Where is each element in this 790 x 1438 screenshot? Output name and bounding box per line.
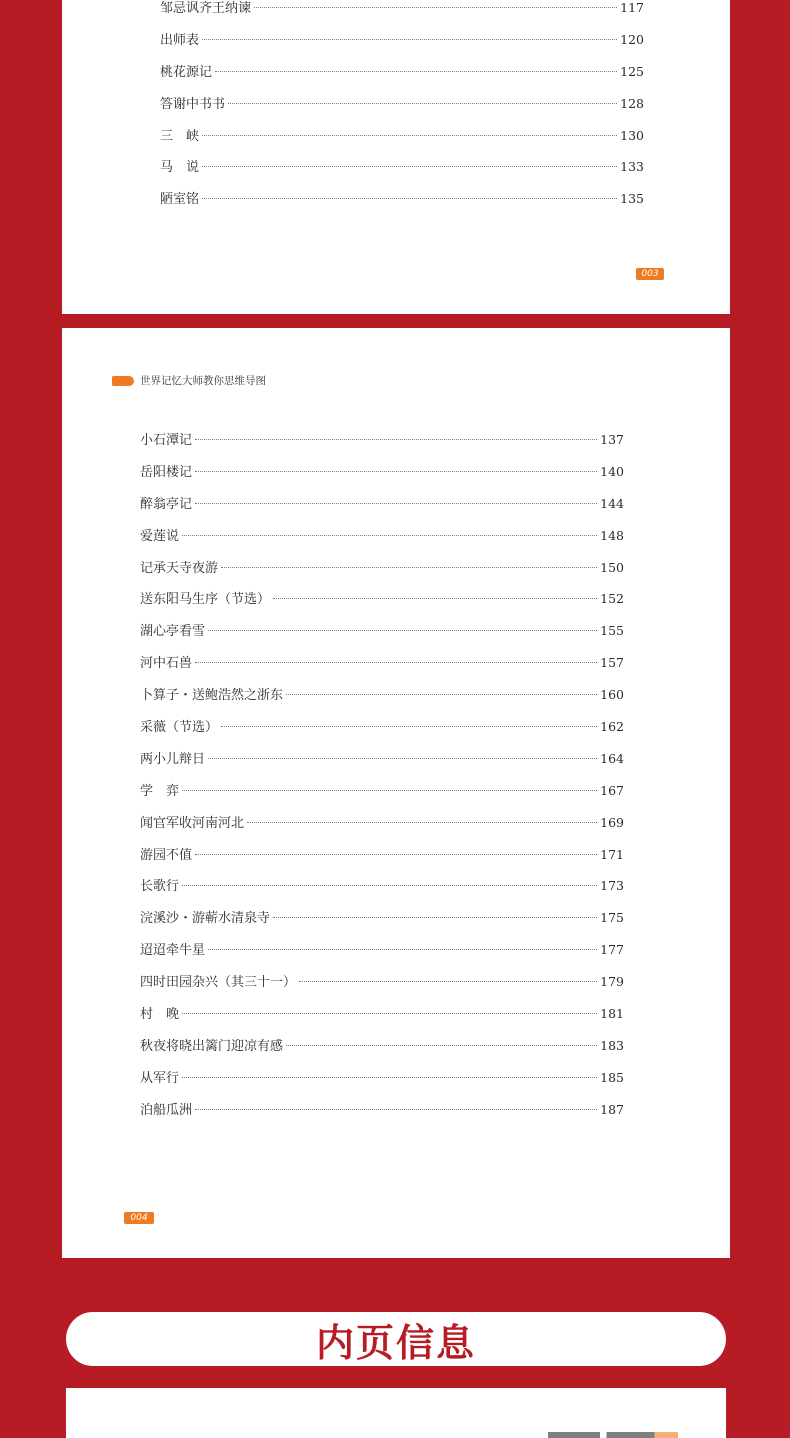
toc-entry[interactable] bbox=[140, 807, 624, 839]
toc-entry[interactable] bbox=[140, 456, 624, 488]
dot-leader bbox=[215, 70, 617, 72]
toc-entry-page: 137 bbox=[600, 432, 624, 447]
toc-entry-title: 从军行 bbox=[140, 1070, 180, 1086]
dot-leader bbox=[182, 789, 597, 791]
page-number-badge: 004 bbox=[124, 1212, 154, 1224]
dot-leader bbox=[202, 197, 617, 199]
toc-entry-page: 133 bbox=[620, 159, 644, 175]
section-banner bbox=[66, 1312, 726, 1366]
dot-leader bbox=[208, 948, 597, 950]
toc-entry-page: 120 bbox=[620, 31, 644, 47]
toc-entry-page: 130 bbox=[620, 127, 644, 143]
toc-entry-page: 169 bbox=[600, 814, 624, 830]
toc-entry[interactable] bbox=[140, 711, 624, 743]
running-header-title: 世界记忆大师教你思维导图 bbox=[140, 375, 266, 387]
toc-entry-page: 150 bbox=[600, 559, 624, 575]
dot-leader bbox=[195, 661, 597, 663]
toc-entry[interactable] bbox=[140, 743, 624, 775]
toc-entry-title: 陋室铭 bbox=[160, 192, 200, 208]
toc-entry-title: 两小儿辩日 bbox=[140, 751, 206, 767]
toc-entry-page: 148 bbox=[600, 527, 624, 543]
toc-entry-title: 长歌行 bbox=[140, 879, 180, 895]
toc-entry-title: 邹忌讽齐王纳谏 bbox=[160, 1, 252, 16]
dot-leader bbox=[208, 757, 597, 759]
toc-entry-title: 答谢中书书 bbox=[160, 96, 226, 112]
toc-entry[interactable] bbox=[140, 488, 624, 520]
toc-entry-page: 179 bbox=[600, 974, 624, 990]
toc-entry-title: 马 说 bbox=[160, 160, 200, 176]
toc-entry-page: 167 bbox=[600, 782, 624, 798]
dot-leader bbox=[228, 102, 617, 104]
toc-entry[interactable] bbox=[160, 151, 644, 183]
banner-title: 内页信息 bbox=[315, 1319, 476, 1365]
toc-entry[interactable] bbox=[140, 520, 624, 552]
dot-leader bbox=[254, 6, 617, 8]
toc-entry-title: 三 峡 bbox=[160, 128, 200, 144]
toc-entry-title: 卜算子・送鲍浩然之浙东 bbox=[140, 688, 284, 704]
toc-entry-title: 醉翁亭记 bbox=[140, 496, 193, 512]
dot-leader bbox=[286, 1044, 597, 1046]
toc-entry[interactable] bbox=[140, 934, 624, 966]
dot-leader bbox=[286, 693, 597, 695]
toc-entry-title: 学 弈 bbox=[140, 783, 180, 799]
toc-entry-page: 152 bbox=[600, 591, 624, 607]
toc-entry-title: 四时田园杂兴（其三十一） bbox=[140, 975, 297, 991]
toc-entry-page: 144 bbox=[600, 495, 624, 511]
toc-entry[interactable] bbox=[140, 424, 624, 456]
dot-leader bbox=[182, 534, 597, 536]
toc-entry[interactable] bbox=[160, 88, 644, 120]
toc-entry[interactable] bbox=[140, 1030, 624, 1062]
toc-entry-page: 177 bbox=[600, 942, 624, 958]
toc-entry-page: 175 bbox=[600, 910, 624, 926]
toc-entry-title: 游园不值 bbox=[140, 847, 193, 863]
toc-entry-title: 采薇（节选） bbox=[140, 720, 219, 736]
toc-entry[interactable] bbox=[140, 647, 624, 679]
dot-leader bbox=[221, 566, 597, 568]
next-page-preview bbox=[66, 1388, 726, 1438]
dot-leader bbox=[247, 821, 597, 823]
toc-entry-title: 送东阳马生序（节选） bbox=[140, 592, 271, 608]
toc-entry-title: 湖心亭看雪 bbox=[140, 624, 206, 640]
toc-entry[interactable] bbox=[140, 583, 624, 615]
toc-entry[interactable] bbox=[140, 998, 624, 1030]
toc-entry[interactable] bbox=[140, 1094, 624, 1126]
toc-entry[interactable] bbox=[140, 552, 624, 584]
dot-leader bbox=[182, 1012, 597, 1014]
toc-list bbox=[140, 424, 624, 1126]
dot-leader bbox=[202, 38, 617, 40]
toc-entry-title: 桃花源记 bbox=[160, 64, 213, 80]
toc-entry-page: 160 bbox=[600, 687, 624, 703]
toc-entry[interactable] bbox=[140, 902, 624, 934]
toc-entry[interactable] bbox=[140, 679, 624, 711]
toc-entry-title: 泊船瓜洲 bbox=[140, 1102, 193, 1118]
toc-entry-page: 155 bbox=[600, 623, 624, 639]
toc-entry-page: 125 bbox=[620, 63, 644, 79]
toc-page-003 bbox=[62, 0, 730, 314]
toc-entry-title: 村 晚 bbox=[140, 1007, 180, 1023]
toc-entry[interactable] bbox=[140, 1062, 624, 1094]
toc-entry[interactable] bbox=[160, 24, 644, 56]
toc-entry-title: 浣溪沙・游蕲水清泉寺 bbox=[140, 911, 271, 927]
toc-entry-page: 181 bbox=[600, 1006, 624, 1022]
toc-entry-title: 记承天寺夜游 bbox=[140, 560, 219, 576]
toc-entry-page: 173 bbox=[600, 878, 624, 894]
toc-entry-page: 171 bbox=[600, 846, 624, 862]
toc-entry-title: 小石潭记 bbox=[140, 433, 193, 448]
dot-leader bbox=[273, 916, 597, 918]
dot-leader bbox=[182, 884, 597, 886]
dot-leader bbox=[195, 502, 597, 504]
toc-entry-title: 河中石兽 bbox=[140, 656, 193, 672]
toc-entry-page: 135 bbox=[620, 191, 644, 207]
dot-leader bbox=[299, 980, 597, 982]
toc-entry-title: 爱莲说 bbox=[140, 528, 180, 544]
toc-entry[interactable] bbox=[140, 775, 624, 807]
toc-entry[interactable] bbox=[160, 120, 644, 152]
header-strip bbox=[548, 1432, 678, 1438]
toc-page-004 bbox=[62, 328, 730, 1258]
toc-entry[interactable] bbox=[160, 56, 644, 88]
dot-leader bbox=[273, 597, 597, 599]
toc-entry-page: 185 bbox=[600, 1069, 624, 1085]
toc-entry-page: 162 bbox=[600, 719, 624, 735]
toc-entry-title: 出师表 bbox=[160, 32, 200, 48]
toc-entry-page: 128 bbox=[620, 95, 644, 111]
toc-entry-page: 117 bbox=[620, 0, 644, 15]
toc-entry-page: 164 bbox=[600, 750, 624, 766]
toc-entry-title: 秋夜将晓出篱门迎凉有感 bbox=[140, 1038, 284, 1054]
dot-leader bbox=[221, 725, 597, 727]
dot-leader bbox=[208, 629, 597, 631]
toc-entry-page: 140 bbox=[600, 463, 624, 479]
toc-entry-title: 迢迢牵牛星 bbox=[140, 943, 206, 959]
page-number-badge: 003 bbox=[636, 268, 664, 280]
dot-leader bbox=[195, 1108, 597, 1110]
dot-leader bbox=[195, 853, 597, 855]
dot-leader bbox=[182, 1076, 597, 1078]
dot-leader bbox=[195, 470, 597, 472]
toc-entry-page: 157 bbox=[600, 655, 624, 671]
toc-entry[interactable] bbox=[140, 839, 624, 871]
toc-entry[interactable] bbox=[160, 0, 644, 24]
toc-list bbox=[160, 0, 644, 215]
header-tab-icon bbox=[112, 376, 134, 386]
toc-entry-title: 闻官军收河南河北 bbox=[140, 815, 245, 831]
toc-entry-title: 岳阳楼记 bbox=[140, 464, 193, 480]
dot-leader bbox=[202, 134, 617, 136]
toc-entry-page: 187 bbox=[600, 1101, 624, 1117]
toc-entry[interactable] bbox=[140, 870, 624, 902]
dot-leader bbox=[195, 438, 597, 440]
dot-leader bbox=[202, 165, 617, 167]
toc-entry-page: 183 bbox=[600, 1037, 624, 1053]
toc-entry[interactable] bbox=[160, 183, 644, 215]
toc-entry[interactable] bbox=[140, 615, 624, 647]
toc-entry[interactable] bbox=[140, 966, 624, 998]
